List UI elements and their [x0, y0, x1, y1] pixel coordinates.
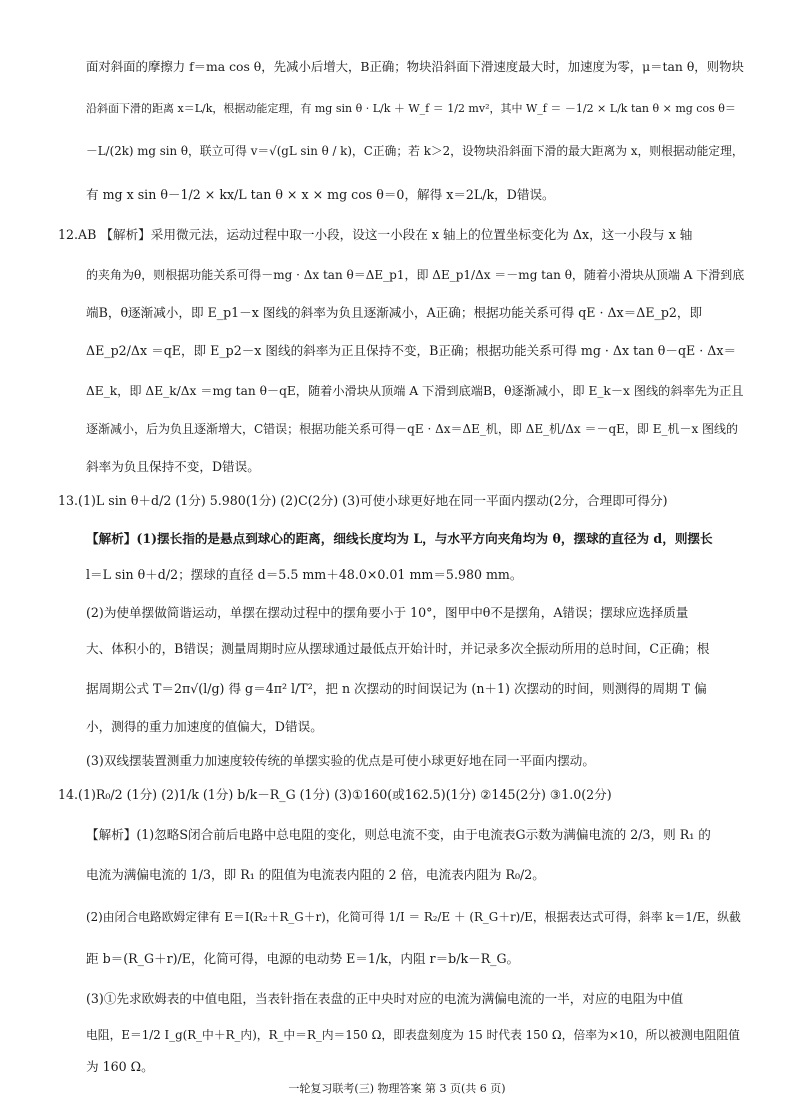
text-line: (2)由闭合电路欧姆定律有 E＝I(R₂＋R_G＋r)，化简可得 1/I ＝ R₂/E ＋ (R_G＋r)/E，根据表达式可得，斜率 k＝1/E，纵截 — [86, 910, 741, 924]
text-line: 斜率为负且保持不变，D错误。 — [86, 459, 260, 474]
text-line: 据周期公式 T＝2π√(l/g) 得 g＝4π² l/T²，把 n 次摆动的时间误记为 (n＋1) 次摆动的时间，则测得的周期 T 偏 — [86, 681, 707, 696]
text-line: 有 mg x sin θ－1/2 × kx/L tan θ × x × mg cos θ＝0，解得 x＝2L/k，D错误。 — [86, 187, 555, 202]
text-line: ΔE_k，即 ΔE_k/Δx ＝mg tan θ－qE，随着小滑块从顶端 A 下滑到底端B，θ逐渐减小，即 E_k－x 图线的斜率先为正且 — [86, 384, 744, 398]
text-line: 电阻，E＝1/2 I_g(R_中＋R_内)，R_中＝R_内＝150 Ω，即表盘刻度为 15 时代表 150 Ω，倍率为×10，所以被测电阻阻值 — [86, 1028, 740, 1042]
text-line: 距 b＝(R_G＋r)/E，化简可得，电源的电动势 E＝1/k，内阻 r＝b/k－R_G。 — [86, 951, 520, 966]
text-line: 14.(1)R₀/2 (1分) (2)1/k (1分) b/k－R_G (1分) (3)①160(或162.5)(1分) ②145(2分) ③1.0(2分) — [58, 787, 612, 802]
page-footer: 一轮复习联考(三) 物理答案 第 3 页(共 6 页) — [288, 1082, 506, 1095]
text-line: 小，测得的重力加速度的值偏大，D错误。 — [86, 719, 323, 734]
text-line: 为 160 Ω。 — [86, 1059, 154, 1074]
text-line: ΔE_p2/Δx ＝qE，即 E_p2－x 图线的斜率为正且保持不变，B正确；根据功能关系可得 mg · Δx tan θ－qE · Δx＝ — [86, 343, 737, 358]
text-line: 大、体积小的，B错误；测量周期时应从摆球通过最低点开始计时，并记录多次全振动所用的总时间，C正确；根 — [86, 641, 710, 656]
text-line: －L/(2k) mg sin θ，联立可得 v＝√(gL sin θ / k)，C正确；若 k＞2，设物块沿斜面下滑的最大距离为 x，则根据动能定理， — [86, 144, 744, 158]
text-line: 端B，θ逐渐减小，即 E_p1－x 图线的斜率为负且逐渐减小，A正确；根据功能关系可得 qE · Δx＝ΔE_p2，即 — [86, 305, 703, 320]
text-line: 12.AB 【解析】采用微元法，运动过程中取一小段，设这一小段在 x 轴上的位置坐标变化为 Δx，这一小段与 x 轴 — [58, 227, 693, 242]
text-line: 【解析】(1)忽略S闭合前后电路中总电阻的变化，则总电流不变，由于电流表G示数为满偏电流的 2/3，则 R₁ 的 — [86, 827, 711, 842]
text-line: l＝L sin θ＋d/2；摆球的直径 d＝5.5 mm＋48.0×0.01 mm＝5.980 mm。 — [86, 567, 523, 582]
text-line: (3)双线摆装置测重力加速度较传统的单摆实验的优点是可使小球更好地在同一平面内摆动。 — [86, 753, 595, 768]
text-line: (3)①先求欧姆表的中值电阻，当表针指在表盘的正中央时对应的电流为满偏电流的一半，对应的电阻为中值 — [86, 991, 684, 1006]
text-line: 逐渐减小，后为负且逐渐增大，C错误；根据功能关系可得－qE · Δx＝ΔE_机，即 ΔE_机/Δx ＝－qE，即 E_机－x 图线的 — [86, 422, 739, 436]
text-line: 面对斜面的摩擦力 f＝ma cos θ，先减小后增大，B正确；物块沿斜面下滑速度最大时，加速度为零，μ＝tan θ，则物块 — [86, 59, 744, 74]
text-line: 沿斜面下滑的距离 x＝L/k，根据动能定理，有 mg sin θ · L/k ＋ W_f ＝ 1/2 mv²，其中 W_f ＝ －1/2 × L/k tan θ × mg cos θ＝ — [86, 102, 736, 115]
text-line: 电流为满偏电流的 1/3，即 R₁ 的阻值为电流表内阻的 2 倍，电流表内阻为 R₀/2。 — [86, 867, 545, 882]
text-line: 的夹角为θ，则根据功能关系可得－mg · Δx tan θ＝ΔE_p1，即 ΔE_p1/Δx ＝－mg tan θ，随着小滑块从顶端 A 下滑到底 — [86, 268, 745, 282]
text-line: (2)为使单摆做简谐运动，单摆在摆动过程中的摆角要小于 10°，图甲中θ不是摆角，A错误；摆球应选择质量 — [86, 605, 689, 620]
text-line: 13.(1)L sin θ＋d/2 (1分) 5.980(1分) (2)C(2分) (3)可使小球更好地在同一平面内摆动(2分，合理即可得分) — [58, 493, 668, 508]
text-line: 【解析】(1)摆长指的是悬点到球心的距离，细线长度均为 L，与水平方向夹角均为 θ，摆球的直径为 d，则摆长 — [86, 531, 713, 546]
